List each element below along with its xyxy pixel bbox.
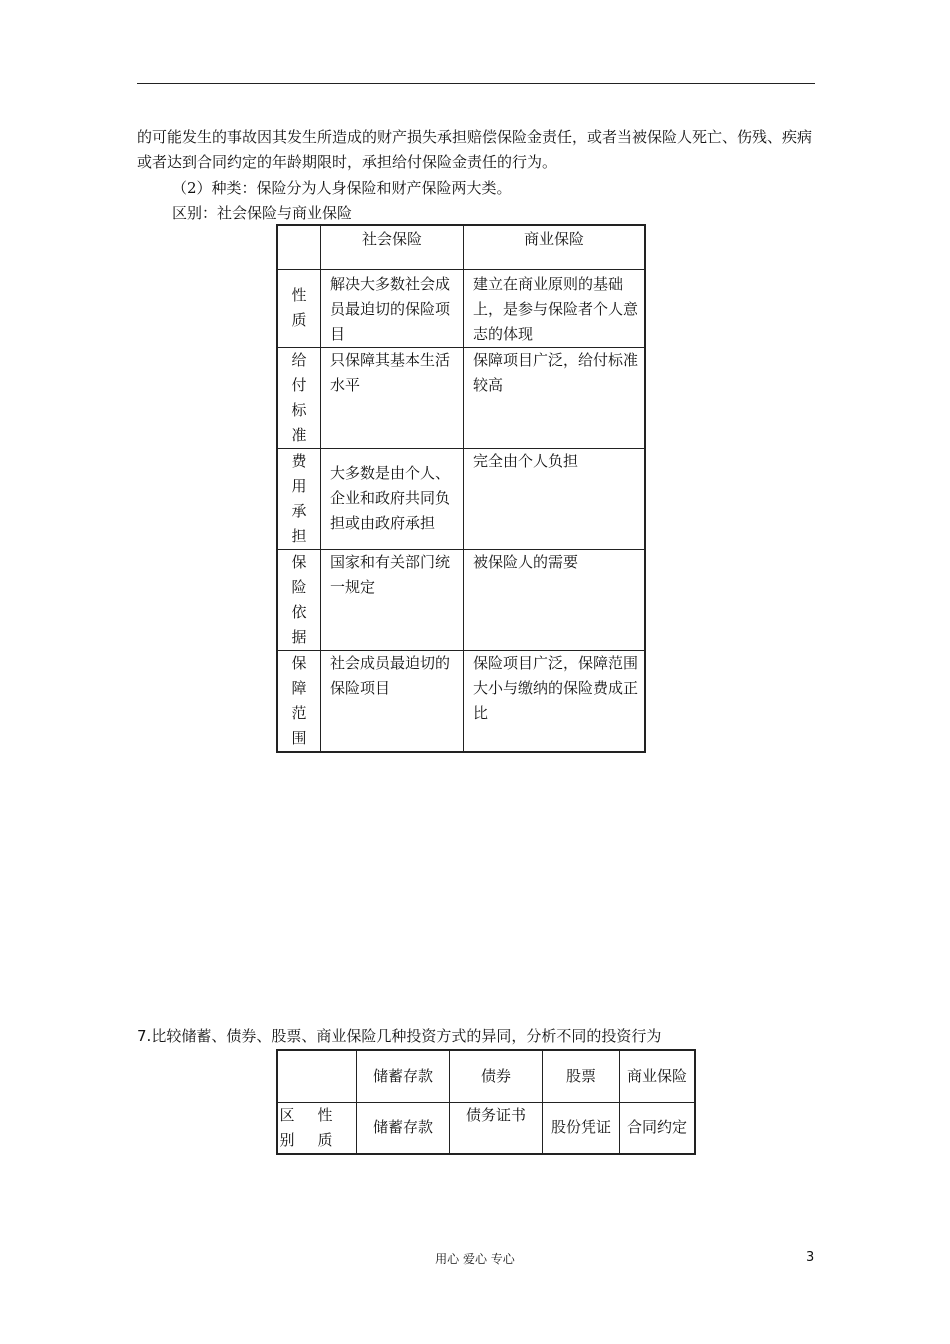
section-7-number: 7. bbox=[137, 1027, 152, 1045]
table1-corner-cell bbox=[277, 225, 321, 269]
investment-comparison-table bbox=[276, 1049, 696, 1155]
page-number: 3 bbox=[806, 1250, 815, 1265]
table1-header-social: 社会保险 bbox=[321, 225, 464, 269]
paragraph-difference: 区别：社会保险与商业保险 bbox=[172, 204, 353, 222]
table2-header-stocks: 股票 bbox=[543, 1050, 620, 1102]
cell-social-scope: 社会成员最迫切的保险项目 bbox=[321, 650, 464, 752]
table-row bbox=[277, 347, 645, 448]
table2-group-label: 区别 bbox=[277, 1102, 296, 1154]
table-row bbox=[277, 269, 645, 347]
table-row bbox=[277, 448, 645, 549]
section-7-title: 比较储蓄、债券、股票、商业保险几种投资方式的异同，分析不同的投资行为 bbox=[151, 1027, 662, 1045]
table-row bbox=[277, 549, 645, 650]
cell-commercial-basis: 被保险人的需要 bbox=[464, 549, 646, 650]
cell-social-basis: 国家和有关部门统一规定 bbox=[321, 549, 464, 650]
table2-header-savings: 储蓄存款 bbox=[357, 1050, 450, 1102]
table2-row-label-nature: 性质 bbox=[296, 1102, 357, 1154]
cell-social-cost-bearing: 大多数是由个人、企业和政府共同负担或由政府承担 bbox=[321, 448, 464, 549]
table2-cell-bonds: 债务证书 bbox=[450, 1102, 543, 1154]
table2-corner-cell bbox=[277, 1050, 357, 1102]
cell-commercial-scope: 保险项目广泛，保障范围大小与缴纳的保险费成正比 bbox=[464, 650, 646, 752]
table2-cell-savings: 储蓄存款 bbox=[357, 1102, 450, 1154]
table2-header-commercial-insurance: 商业保险 bbox=[620, 1050, 696, 1102]
table2-cell-commercial-insurance: 合同约定 bbox=[620, 1102, 696, 1154]
insurance-comparison-table bbox=[276, 224, 646, 753]
row-label-cost-bearing: 费 用 承 担 bbox=[277, 448, 321, 549]
page-footer: 用心 爱心 专心 bbox=[435, 1252, 515, 1266]
row-label-scope: 保 障 范 围 bbox=[277, 650, 321, 752]
cell-commercial-payment-standard: 保障项目广泛，给付标准较高 bbox=[464, 347, 646, 448]
cell-social-nature: 解决大多数社会成员最迫切的保险项目 bbox=[321, 269, 464, 347]
row-label-payment-standard: 给 付 标 准 bbox=[277, 347, 321, 448]
cell-commercial-cost-bearing: 完全由个人负担 bbox=[464, 448, 646, 549]
paragraph-definition: 的可能发生的事故因其发生所造成的财产损失承担赔偿保险金责任，或者当被保险人死亡、伤残、疾病或者达到合同约定的年龄期限时，承担给付保险金责任的行为。 bbox=[137, 128, 813, 171]
table2-header-bonds: 债券 bbox=[450, 1050, 543, 1102]
table1-header-commercial: 商业保险 bbox=[464, 225, 646, 269]
table2-cell-stocks: 股份凭证 bbox=[543, 1102, 620, 1154]
paragraph-types: （2）种类：保险分为人身保险和财产保险两大类。 bbox=[172, 179, 512, 197]
row-label-basis: 保 险 依 据 bbox=[277, 549, 321, 650]
row-label-nature: 性 质 bbox=[277, 269, 321, 347]
section-7-heading bbox=[137, 1024, 661, 1049]
header-rule bbox=[137, 83, 815, 84]
table-row bbox=[277, 650, 645, 752]
cell-commercial-nature: 建立在商业原则的基础上，是参与保险者个人意志的体现 bbox=[464, 269, 646, 347]
table-row bbox=[277, 1102, 695, 1154]
cell-social-payment-standard: 只保障其基本生活水平 bbox=[321, 347, 464, 448]
